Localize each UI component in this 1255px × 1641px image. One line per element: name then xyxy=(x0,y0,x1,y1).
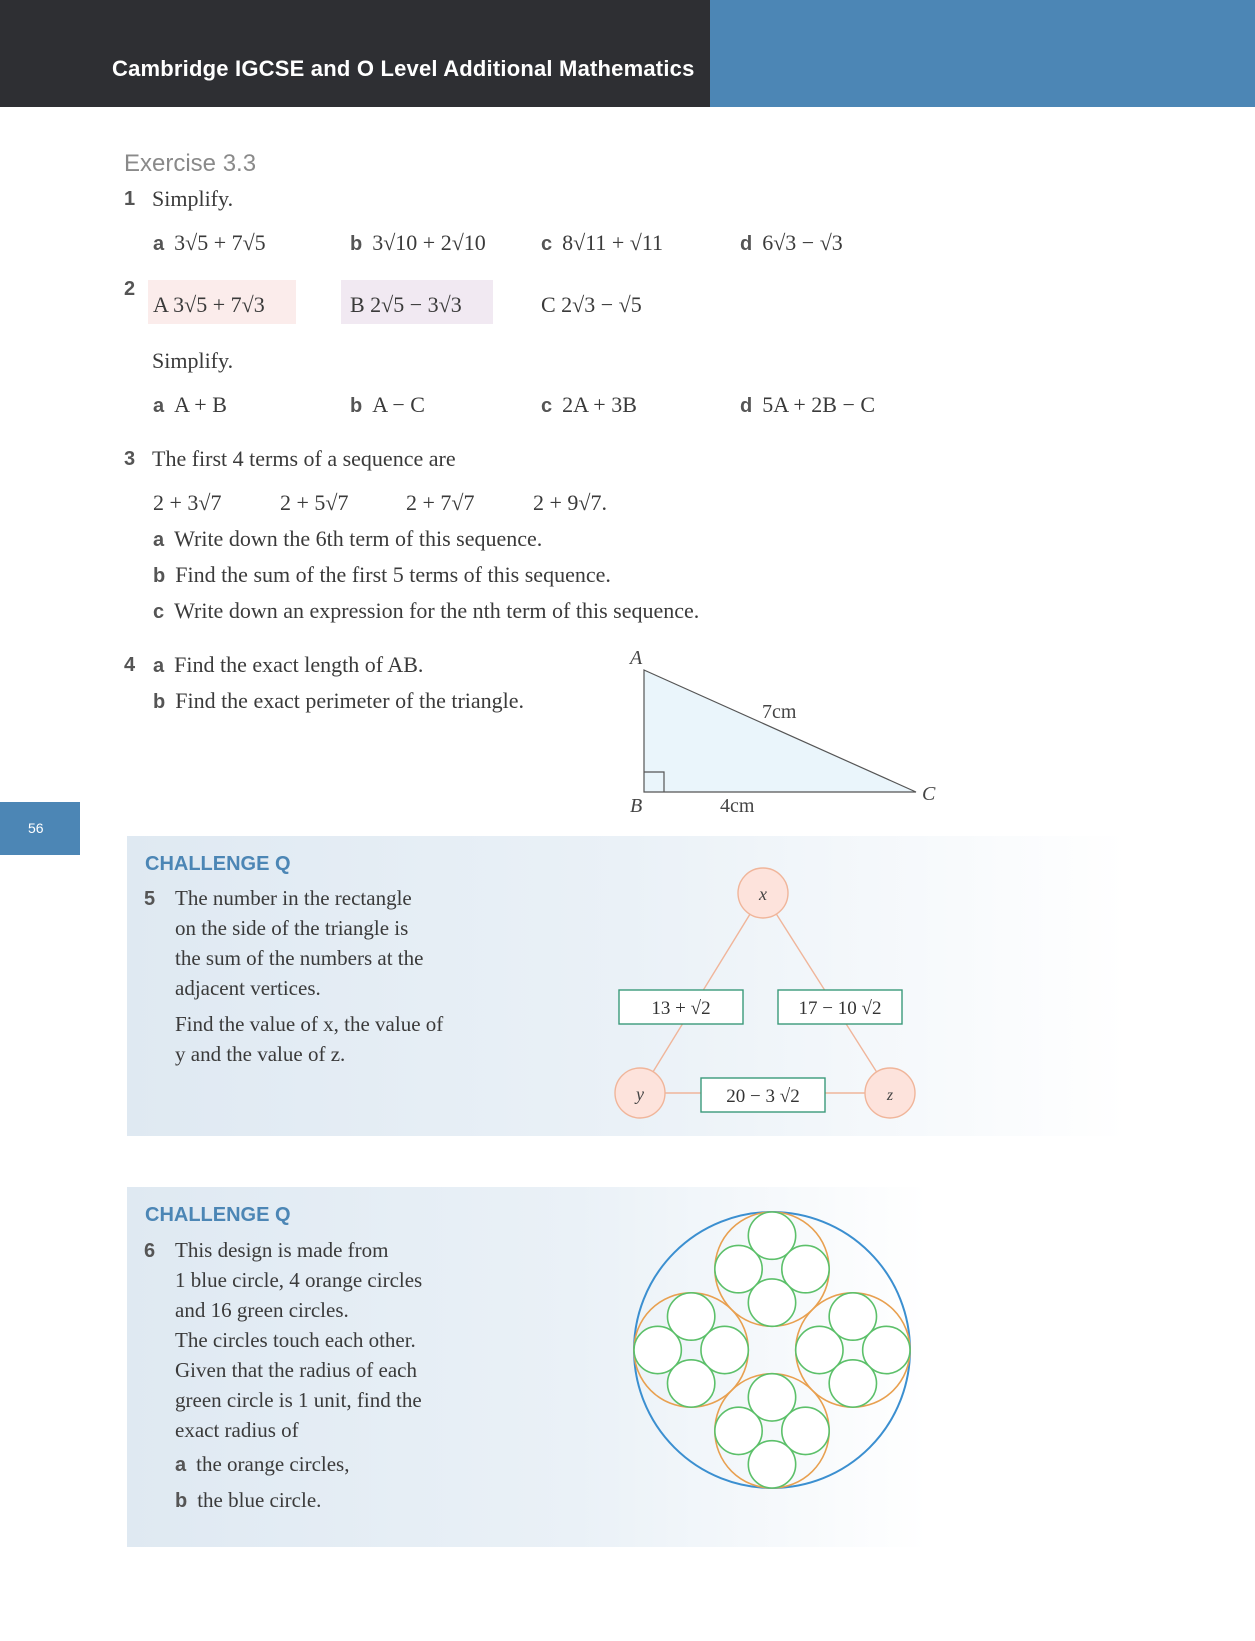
node-y-label: y xyxy=(636,1084,644,1104)
question-number: 4 xyxy=(124,654,136,676)
q1-part-d: d 6√3 − √3 xyxy=(740,230,843,255)
exercise-title: Exercise 3.3 xyxy=(124,150,257,177)
sequence-term: 2 + 7√7 xyxy=(406,490,475,515)
challenge5-text: The number in the rectangle on the side of the triangle is the sum of the numbers at the adjacent vertices. Find the value of x, the value of y and the value of z. xyxy=(175,886,444,1066)
page-number: 56 xyxy=(28,820,44,836)
q6-part-a: a the orange circles, xyxy=(175,1452,350,1476)
q1-part-a: a 3√5 + 7√5 xyxy=(153,230,266,255)
side-box-bottom-value: 20 − 3 √2 xyxy=(726,1086,800,1107)
sequence-term: 2 + 3√7 xyxy=(153,490,222,515)
q2-part-b: b A − C xyxy=(350,392,425,417)
q1-part-b: b 3√10 + 2√10 xyxy=(350,230,486,255)
q3-part-b: b Find the sum of the first 5 terms of this sequence. xyxy=(153,562,611,587)
side-box-right-value: 17 − 10 √2 xyxy=(798,998,882,1019)
challenge-title: CHALLENGE Q xyxy=(145,853,291,875)
q2-part-c: c 2A + 3B xyxy=(541,392,637,417)
header-bar xyxy=(0,0,710,107)
q4-part-a: a Find the exact length of AB. xyxy=(153,652,424,677)
q3-part-a: a Write down the 6th term of this sequence. xyxy=(153,526,543,551)
green-circle xyxy=(667,1360,714,1407)
q3-part-c: c Write down an expression for the nth term of this sequence. xyxy=(153,598,700,623)
definition-a: A 3√5 + 7√3 xyxy=(153,292,265,317)
vertex-b-label: B xyxy=(630,795,643,817)
definition-c: C 2√3 − √5 xyxy=(541,292,642,317)
header-accent xyxy=(710,0,1255,107)
base-label: 4cm xyxy=(720,795,755,817)
question-number: 6 xyxy=(144,1240,156,1262)
green-circles xyxy=(634,1212,910,1488)
hypotenuse-label: 7cm xyxy=(762,701,797,723)
side-box-left-value: 13 + √2 xyxy=(651,998,711,1019)
triangle-shape xyxy=(644,670,916,792)
right-triangle-diagram xyxy=(600,640,960,820)
challenge-title: CHALLENGE Q xyxy=(145,1204,291,1226)
triangle-sum-diagram xyxy=(600,860,930,1130)
node-x-label: x xyxy=(759,884,767,904)
definition-b: B 2√5 − 3√3 xyxy=(350,292,462,317)
green-circle xyxy=(748,1279,795,1326)
sequence-term: 2 + 5√7 xyxy=(280,490,349,515)
q2-part-a: a A + B xyxy=(153,392,227,417)
green-circle xyxy=(829,1360,876,1407)
q2-prompt: Simplify. xyxy=(152,348,234,373)
green-circle xyxy=(748,1441,795,1488)
q1-part-c: c 8√11 + √11 xyxy=(541,230,664,255)
question-number: 5 xyxy=(144,888,156,910)
q2-part-d: d 5A + 2B − C xyxy=(740,392,876,417)
question-number: 1 xyxy=(124,188,136,210)
vertex-c-label: C xyxy=(922,783,936,805)
q3-prompt: The first 4 terms of a sequence are xyxy=(152,446,456,471)
vertex-a-label: A xyxy=(630,647,643,669)
q4-part-b: b Find the exact perimeter of the triangle. xyxy=(153,688,525,713)
q6-part-b: b the blue circle. xyxy=(175,1488,322,1512)
q1-prompt: Simplify. xyxy=(152,186,234,211)
book-title: Cambridge IGCSE and O Level Additional Mathematics xyxy=(112,56,695,81)
circle-design-diagram xyxy=(627,1200,917,1500)
question-number: 3 xyxy=(124,448,136,470)
challenge6-text: This design is made from 1 blue circle, 4 orange circles and 16 green circles. The circles touch each other. Given that the radius of each green circle is 1 unit, find the exact radius of xyxy=(175,1238,423,1442)
sequence-term: 2 + 9√7. xyxy=(533,490,607,515)
node-z-label: z xyxy=(886,1087,894,1104)
question-number: 2 xyxy=(124,278,136,300)
